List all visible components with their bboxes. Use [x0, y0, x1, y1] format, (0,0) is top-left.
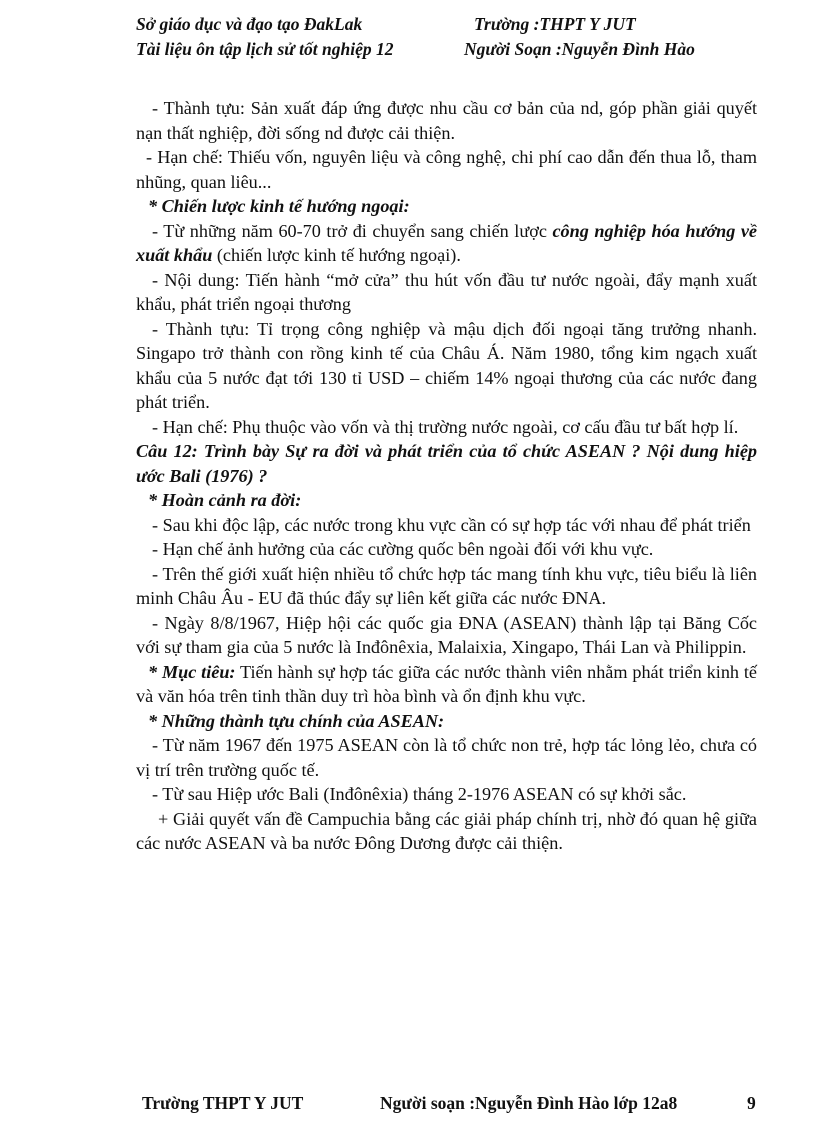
document-body [136, 96, 757, 856]
strategy-emphasis: công nghiệp hóa hướng về xuất khẩu [136, 220, 757, 265]
paragraph-objective: * Mục tiêu: Tiến hành sự hợp tác giữa các nước thành viên nhằm phát triển kinh tế và văn hóa trên tinh thần duy trì hòa bình và ổn định khu vực. [136, 661, 757, 706]
page-footer [142, 1091, 762, 1115]
paragraph-content: - Nội dung: Tiến hành “mở cửa” thu hút vốn đầu tư nước ngoài, đẩy mạnh xuất khẩu, phát triển ngoại thương [136, 269, 757, 314]
paragraph-achievements: - Thành tựu: Sản xuất đáp ứng được nhu cầu cơ bản của nd, góp phần giải quyết nạn thất nghiệp, đời sống nd được cải thiện. [136, 98, 757, 143]
paragraph-early-asean: - Từ năm 1967 đến 1975 ASEAN còn là tổ chức non trẻ, hợp tác lỏng lẻo, chưa có vị trí trên trường quốc tế. [136, 735, 757, 780]
page-header [136, 12, 776, 62]
document-title: Tài liệu ôn tập lịch sử tốt nghiệp 12 [136, 39, 394, 59]
footer-school: Trường THPT Y JUT [142, 1093, 304, 1113]
paragraph-context-1: - Sau khi độc lập, các nước trong khu vực cần có sự hợp tác với nhau để phát triển [152, 514, 751, 535]
section-heading-asean-achievements: * Những thành tựu chính của ASEAN: [148, 710, 445, 731]
section-heading-objective: * Mục tiêu: [148, 661, 236, 682]
header-line-1 [136, 12, 776, 37]
paragraph-bali-treaty: - Từ sau Hiệp ước Bali (Inđônêxia) tháng 2-1976 ASEAN có sự khởi sắc. [152, 784, 687, 804]
question-12-heading: Câu 12: Trình bày Sự ra đời và phát triển của tổ chức ASEAN ? Nội dung hiệp ước Bali (1976) ? [136, 441, 757, 486]
paragraph-founding: - Ngày 8/8/1967, Hiệp hội các quốc gia ĐNA (ASEAN) thành lập tại Băng Cốc với sự tham gia của 5 nước là Inđônêxia, Malaixia, Xingapo, Thái Lan và Philippin. [136, 612, 757, 657]
paragraph-cambodia-issue: + Giải quyết vấn đề Campuchia bằng các giải pháp chính trị, nhờ đó quan hệ giữa các nước ASEAN và ba nước Đông Dương được cải thiện. [136, 808, 757, 853]
section-heading-export-strategy: * Chiến lược kinh tế hướng ngoại: [148, 196, 410, 216]
paragraph-strategy-shift: - Từ những năm 60-70 trở đi chuyển sang chiến lược công nghiệp hóa hướng về xuất khẩu (chiến lược kinh tế hướng ngoại). [136, 220, 757, 265]
paragraph-export-achievements: - Thành tựu: Tỉ trọng công nghiệp và mậu dịch đối ngoại tăng trưởng nhanh. Singapo trở thành con rồng kinh tế của Châu Á. Năm 1980, tổng kim ngạch xuất khẩu của 5 nước đạt tới 130 tỉ USD – chiếm 14% ngoại thương của các nước đang phát triển. [136, 318, 757, 412]
section-heading-context: * Hoàn cảnh ra đời: [148, 490, 302, 510]
author-name: Người Soạn :Nguyễn Đình Hào [464, 39, 695, 59]
paragraph-context-2: - Hạn chế ảnh hưởng của các cường quốc bên ngoài đối với khu vực. [152, 539, 654, 559]
page-number: 9 [747, 1093, 756, 1113]
paragraph-context-3: - Trên thế giới xuất hiện nhiều tổ chức hợp tác mang tính khu vực, tiêu biểu là liên minh Châu Âu - EU đã thúc đẩy sự liên kết giữa các nước ĐNA. [136, 563, 757, 608]
header-line-2 [136, 37, 776, 62]
department-name: Sở giáo dục và đạo tạo ĐakLak [136, 14, 363, 34]
paragraph-limitations: - Hạn chế: Thiếu vốn, nguyên liệu và công nghệ, chi phí cao dẫn đến thua lỗ, tham nhũng, quan liêu... [136, 147, 757, 192]
school-name: Trường :THPT Y JUT [474, 14, 636, 34]
footer-author: Người soạn :Nguyễn Đình Hào lớp 12a8 [380, 1093, 678, 1113]
paragraph-export-limitations: - Hạn chế: Phụ thuộc vào vốn và thị trường nước ngoài, cơ cấu đầu tư bất hợp lí. [152, 416, 739, 437]
